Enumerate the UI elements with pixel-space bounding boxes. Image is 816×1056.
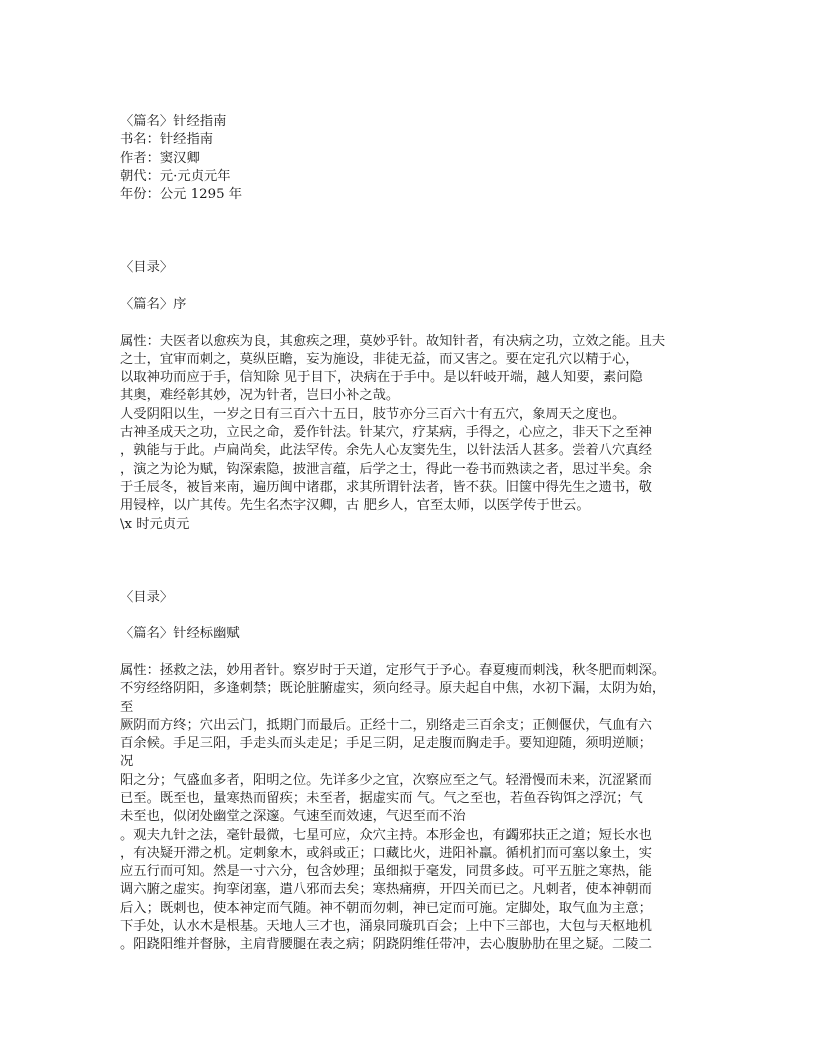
body-line: 用锓梓，以广其传。先生名杰字汉卿，古 肥乡人，官至太师，以医学传于世云。 <box>120 498 590 514</box>
body-line: 至 <box>120 699 134 715</box>
document-page <box>120 113 700 955</box>
author: 作者：窦汉卿 <box>120 150 200 166</box>
body-line: 后入；既刺也，使本神定而气随。神不朝而勿刺，神已定而可施。定脚处，取气血为主意； <box>120 900 652 916</box>
body-line: 古神圣成天之功，立民之命，爰作针法。针某穴，疗某病，手得之，心应之，非天下之至神 <box>120 425 652 441</box>
body-line: 厥阴而方终；穴出云门，抵期门而最后。正经十二，别络走三百余支；正侧偃伏，气血有六 <box>120 717 652 733</box>
section-title: 〈篇名〉序 <box>120 296 187 312</box>
body-line: 下手处，认水木是根基。天地人三才也，涌泉同璇玑百会；上中下三部也，大包与天枢地机 <box>120 919 652 935</box>
section-biaoyou-fu <box>120 589 700 955</box>
body-line: 百余候。手足三阳，手走头而头走足；手足三阴，足走腹而胸走手。要知迎随，须明逆顺； <box>120 736 652 752</box>
body-line: \x 时元贞元 <box>120 516 190 532</box>
metadata-block <box>120 113 700 204</box>
body-line: 。观夫九针之法，毫针最微，七星可应，众穴主持。本形金也，有蠲邪扶正之道；短长水也 <box>120 827 652 843</box>
dynasty: 朝代：元·元贞元年 <box>120 168 231 184</box>
toc-marker: 〈目录〉 <box>120 260 174 276</box>
year: 年份：公元 1295 年 <box>120 187 243 203</box>
toc-marker: 〈目录〉 <box>120 589 174 605</box>
body-line: 应五行而可知。然是一寸六分，包含妙理；虽细拟于毫发，同贯多歧。可平五脏之寒热，能 <box>120 864 652 880</box>
body-line: 。阳跷阳维并督脉，主肩背腰腿在表之病；阴跷阴维任带冲，去心腹胁肋在里之疑。二陵二 <box>120 937 652 953</box>
body-line: 不穷经络阴阳，多逢刺禁；既论脏腑虚实，须向经寻。原夫起自中焦，水初下漏，太阴为始， <box>120 681 666 697</box>
body-line: 人受阴阳以生，一岁之日有三百六十五日，肢节亦分三百六十有五穴，象周天之度也。 <box>120 406 626 422</box>
body-line: 之士，宜审而刺之，莫纵臣瞻，妄为施设，非徒无益，而又害之。要在定孔穴以精于心， <box>120 351 639 367</box>
body-line: 于壬辰冬，被旨来南，遍历闽中诸郡，求其所谓针法者，皆不获。旧箧中得先生之遗书，敬 <box>120 479 652 495</box>
body-line: ，孰能与于此。卢扁尚矣，此法罕传。余先人心友窦先生，以针法活人甚多。尝着八穴真经 <box>120 443 652 459</box>
body-line: ，有决疑开滞之机。定刺象木，或斜或正；口藏比火，进阳补羸。循机扪而可塞以象土，实 <box>120 845 652 861</box>
body-line: 未至也，似闭处幽堂之深邃。气速至而效速，气迟至而不治 <box>120 809 466 825</box>
book-name: 书名：针经指南 <box>120 132 214 148</box>
section-preface <box>120 259 700 533</box>
section-title: 〈篇名〉针经标幽赋 <box>120 626 240 642</box>
body-line: 阳之分；气盛血多者，阳明之位。先详多少之宜，次察应至之气。轻滑慢而未来，沉涩紧而 <box>120 772 652 788</box>
body-line: 其奥，难经彰其妙，况为针者，岂曰小补之哉。 <box>120 388 400 404</box>
body-line: 属性：夫医者以愈疾为良，其愈疾之理，莫妙乎针。故知针者，有决病之功，立效之能。且夫 <box>120 333 666 349</box>
body-line: 以取神功而应于手，信知除 见于目下，决病在于手中。是以轩岐开端，越人知要，素问隐 <box>120 370 643 386</box>
body-line: ，演之为论为赋，钩深索隐，披泄言蕴，后学之士，得此一卷书而熟读之者，思过半矣。余 <box>120 461 652 477</box>
body-line: 调六腑之虚实。拘挛闭塞，遣八邪而去矣；寒热痛痹，开四关而已之。凡刺者，使本神朝而 <box>120 882 652 898</box>
chapter-heading: 〈篇名〉针经指南 <box>120 114 227 129</box>
body-line: 已至。既至也，量寒热而留疾；未至者，据虚实而 气。气之至也，若鱼吞钩饵之浮沉；气 <box>120 790 643 806</box>
body-line: 属性：拯救之法，妙用者针。察岁时于天道，定形气于予心。春夏瘦而刺浅，秋冬肥而刺深。 <box>120 662 666 678</box>
body-line: 况 <box>120 754 134 770</box>
